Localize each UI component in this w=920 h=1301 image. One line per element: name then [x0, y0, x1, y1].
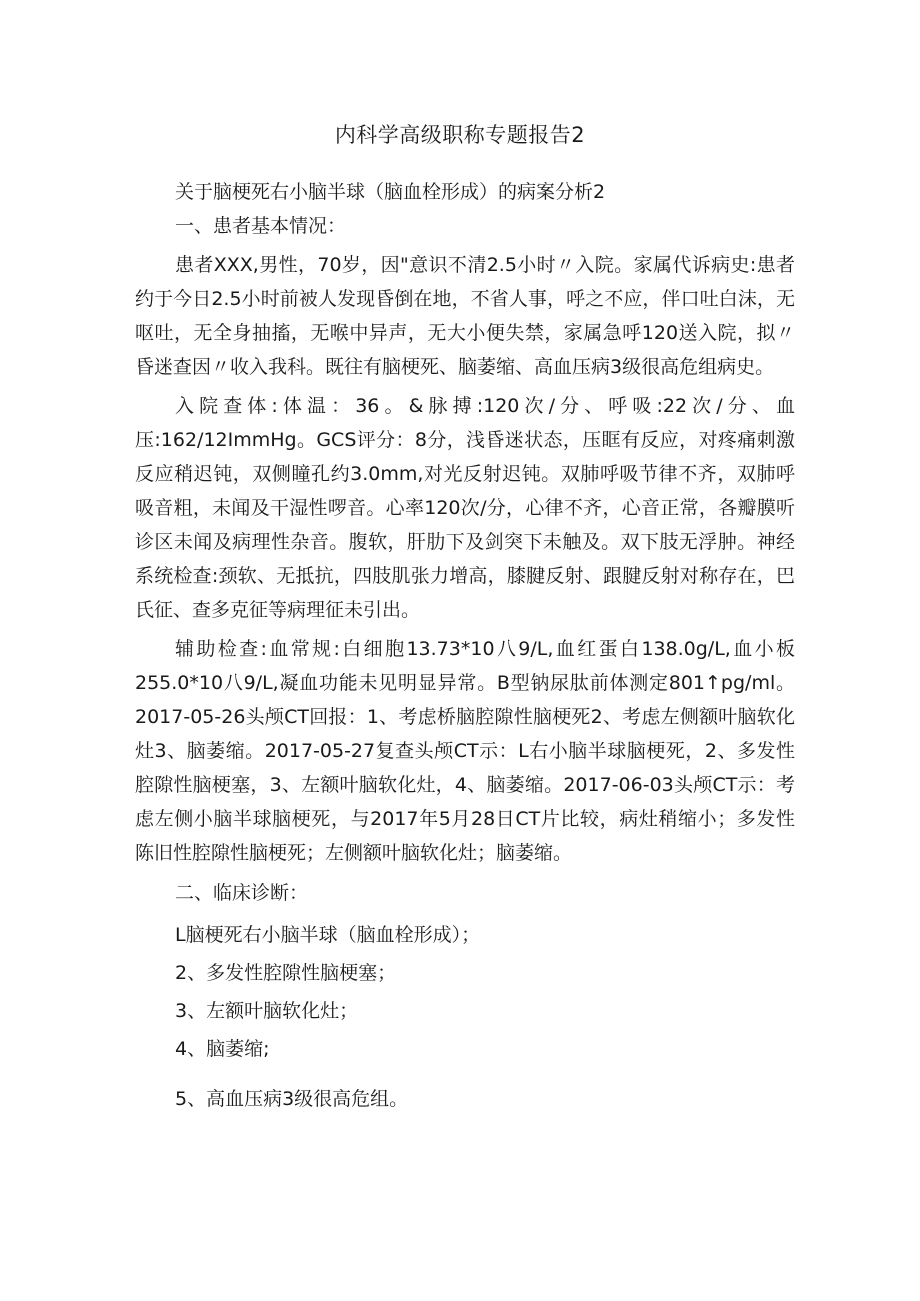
paragraph-auxiliary-exam: 辅助检查:血常规:白细胞13.73*10八9/L,血红蛋白138.0g∕L,血小板255.0*10八9/L,凝血功能未见明显异常。B型钠尿肽前体测定801↑pg∕ml。2017-05-26头颅CT回报：1、考虑桥脑腔隙性脑梗死2、考虑左侧额叶脑软化灶3、脑萎缩。2017-05-27复查头颅CT示：L右小脑半球脑梗死，2、多发性腔隙性脑梗塞，3、左额叶脑软化灶，4、脑萎缩。2017-06-03头颅CT示：考虑左侧小脑半球脑梗死，与2017年5月28日CT片比较，病灶稍缩小；多发性陈旧性腔隙性脑梗死；左侧额叶脑软化灶；脑萎缩。	[135, 638, 795, 864]
document-title: 内科学高级职称专题报告2	[334, 123, 586, 147]
paragraph-physical-exam: 入院查体:体温：36。&脉搏:120次/分、呼吸:22次/分、血压:162/12ImmHg。GCS评分：8分，浅昏迷状态，压眶有反应，对疼痛刺激反应稍迟钝，双侧瞳孔约3.0mm,对光反射迟钝。双肺呼吸节律不齐，双肺呼吸音粗，未闻及干湿性啰音。心率120次/分，心律不齐，心音正常，各瓣膜听诊区未闻及病理性杂音。腹软，肝肋下及剑突下未触及。双下肢无浮肿。神经系统检查:颈软、无抵抗，四肢肌张力增高，膝腱反射、跟腱反射对称存在，巴氏征、查多克征等病理征未引出。	[135, 395, 795, 621]
diagnosis-item: L脑梗死右小脑半球（脑血栓形成）；	[175, 924, 481, 946]
section-heading-basic-info: 一、患者基本情况：	[175, 215, 347, 237]
diagnosis-item: 3、左额叶脑软化灶；	[175, 1000, 359, 1022]
diagnosis-item: 4、脑萎缩;	[175, 1038, 270, 1060]
diagnosis-item: 5、高血压病3级很高危组。	[175, 1088, 409, 1110]
section-heading-diagnosis: 二、临床诊断：	[175, 882, 309, 904]
diagnosis-item: 2、多发性腔隙性脑梗塞；	[175, 962, 397, 984]
case-subtitle: 关于脑梗死右小脑半球（脑血栓形成）的病案分析2	[175, 181, 606, 203]
paragraph-medical-history: 患者XXX,男性，70岁，因"意识不清2.5小时〃入院。家属代诉病史:患者约于今日2.5小时前被人发现昏倒在地，不省人事，呼之不应，伴口吐白沫，无呕吐，无全身抽搐，无喉中异声，无大小便失禁，家属急呼120送入院，拟〃昏迷查因〃收入我科。既往有脑梗死、脑萎缩、高血压病3级很高危组病史。	[135, 254, 795, 378]
document-body	[135, 175, 795, 1118]
diagnosis-list	[135, 916, 795, 1118]
